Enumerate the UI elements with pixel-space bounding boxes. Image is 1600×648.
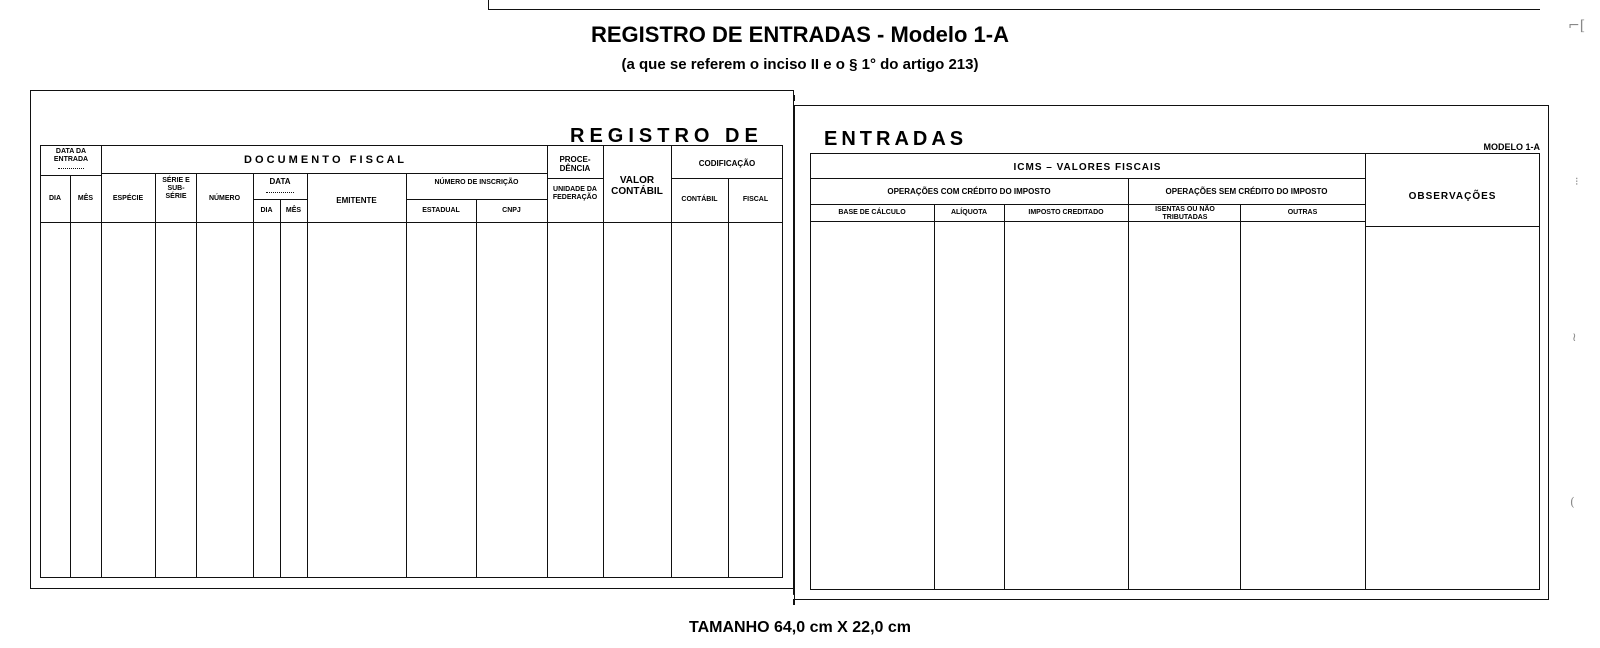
header-numero-inscricao: NÚMERO DE INSCRIÇÃO [434, 179, 519, 186]
left-banner: REGISTRO DE [570, 125, 763, 147]
header-isentas: ISENTAS OU NÃO TRIBUTADAS [1155, 206, 1215, 221]
header-estadual: ESTADUAL [422, 207, 460, 214]
header-base-calculo: BASE DE CÁLCULO [838, 209, 906, 216]
left-col-13 [728, 178, 729, 578]
header-aliquota: ALÍQUOTA [950, 209, 988, 216]
header-contabil: CONTÁBIL [681, 196, 718, 203]
left-col-3 [155, 173, 156, 578]
left-col-4 [196, 173, 197, 578]
header-fiscal: FISCAL [742, 196, 769, 203]
header-numero: NÚMERO [208, 195, 241, 202]
right-icms-rule [810, 178, 1365, 179]
header-sem-credito: OPERAÇÕES SEM CRÉDITO DO IMPOSTO [1165, 187, 1328, 196]
header-documento-fiscal: D O C U M E N T O F I S C A L [244, 154, 404, 166]
header-data-entrada: DATA DA ENTRADA [53, 148, 89, 163]
edge-mark-2: ⁝ [1575, 175, 1579, 188]
header-cnpj: CNPJ [502, 207, 521, 214]
page-title: REGISTRO DE ENTRADAS - Modelo 1-A [590, 22, 1009, 47]
left-procedencia-rule [547, 178, 603, 179]
edge-mark-1: ⌐[ [1568, 18, 1586, 34]
header-icms: ICMS – VALORES FISCAIS [1013, 162, 1162, 173]
header-procedencia: PROCE-DÊNCIA [559, 155, 591, 173]
left-col-5 [253, 173, 254, 578]
left-col-6 [280, 199, 281, 578]
header-data-mes: MÊS [285, 207, 302, 214]
left-col-2 [101, 145, 102, 578]
header-emitente: EMITENTE [336, 196, 377, 205]
edge-mark-4: ( [1570, 495, 1575, 509]
header-outras: OUTRAS [1287, 209, 1318, 216]
header-imposto-creditado: IMPOSTO CREDITADO [1028, 209, 1104, 216]
left-codificacao-rule [671, 178, 783, 179]
left-col-9 [476, 199, 477, 578]
right-ops-rule [810, 204, 1365, 205]
header-serie: SÉRIE E SUB-SÉRIE [162, 177, 190, 200]
right-header-bottom-a [810, 221, 1365, 222]
right-col-3 [1128, 178, 1129, 590]
page-subtitle: (a que se referem o inciso II e o § 1° do artigo 213) [621, 56, 979, 73]
left-header-row1 [101, 173, 547, 174]
header-codificacao: CODIFICAÇÃO [698, 159, 756, 168]
right-col-1 [934, 204, 935, 590]
right-modelo-label: MODELO 1-A [1483, 142, 1540, 152]
right-col-4 [1240, 204, 1241, 590]
header-observacoes: OBSERVAÇÕES [1408, 191, 1497, 202]
header-mes: MÊS [77, 195, 94, 202]
header-unidade-federacao: UNIDADE DA FEDERAÇÃO [552, 186, 598, 201]
right-banner: ENTRADAS [824, 128, 968, 150]
left-col-8 [406, 173, 407, 578]
header-data: DATA [269, 177, 291, 186]
header-especie: ESPÉCIE [112, 195, 144, 202]
data-entrada-dotted [58, 168, 84, 169]
edge-mark-3: ≀ [1572, 330, 1577, 344]
left-col-12 [671, 145, 672, 578]
header-data-dia: DIA [260, 207, 273, 214]
right-col-5 [1365, 153, 1366, 590]
header-valor-contabil: VALOR CONTÁBIL [611, 175, 663, 197]
left-col-10 [547, 145, 548, 578]
left-col-11 [603, 145, 604, 578]
top-frame-edge [488, 0, 1540, 10]
right-col-2 [1004, 204, 1005, 590]
sheet-fold-line [793, 95, 795, 605]
data-dotted [266, 192, 294, 193]
right-header-bottom-b [1365, 226, 1540, 227]
size-note: TAMANHO 64,0 cm X 22,0 cm [688, 619, 911, 636]
left-col-1 [70, 175, 71, 578]
header-com-credito: OPERAÇÕES COM CRÉDITO DO IMPOSTO [887, 187, 1051, 196]
header-dia: DIA [48, 195, 62, 202]
left-col-7 [307, 173, 308, 578]
